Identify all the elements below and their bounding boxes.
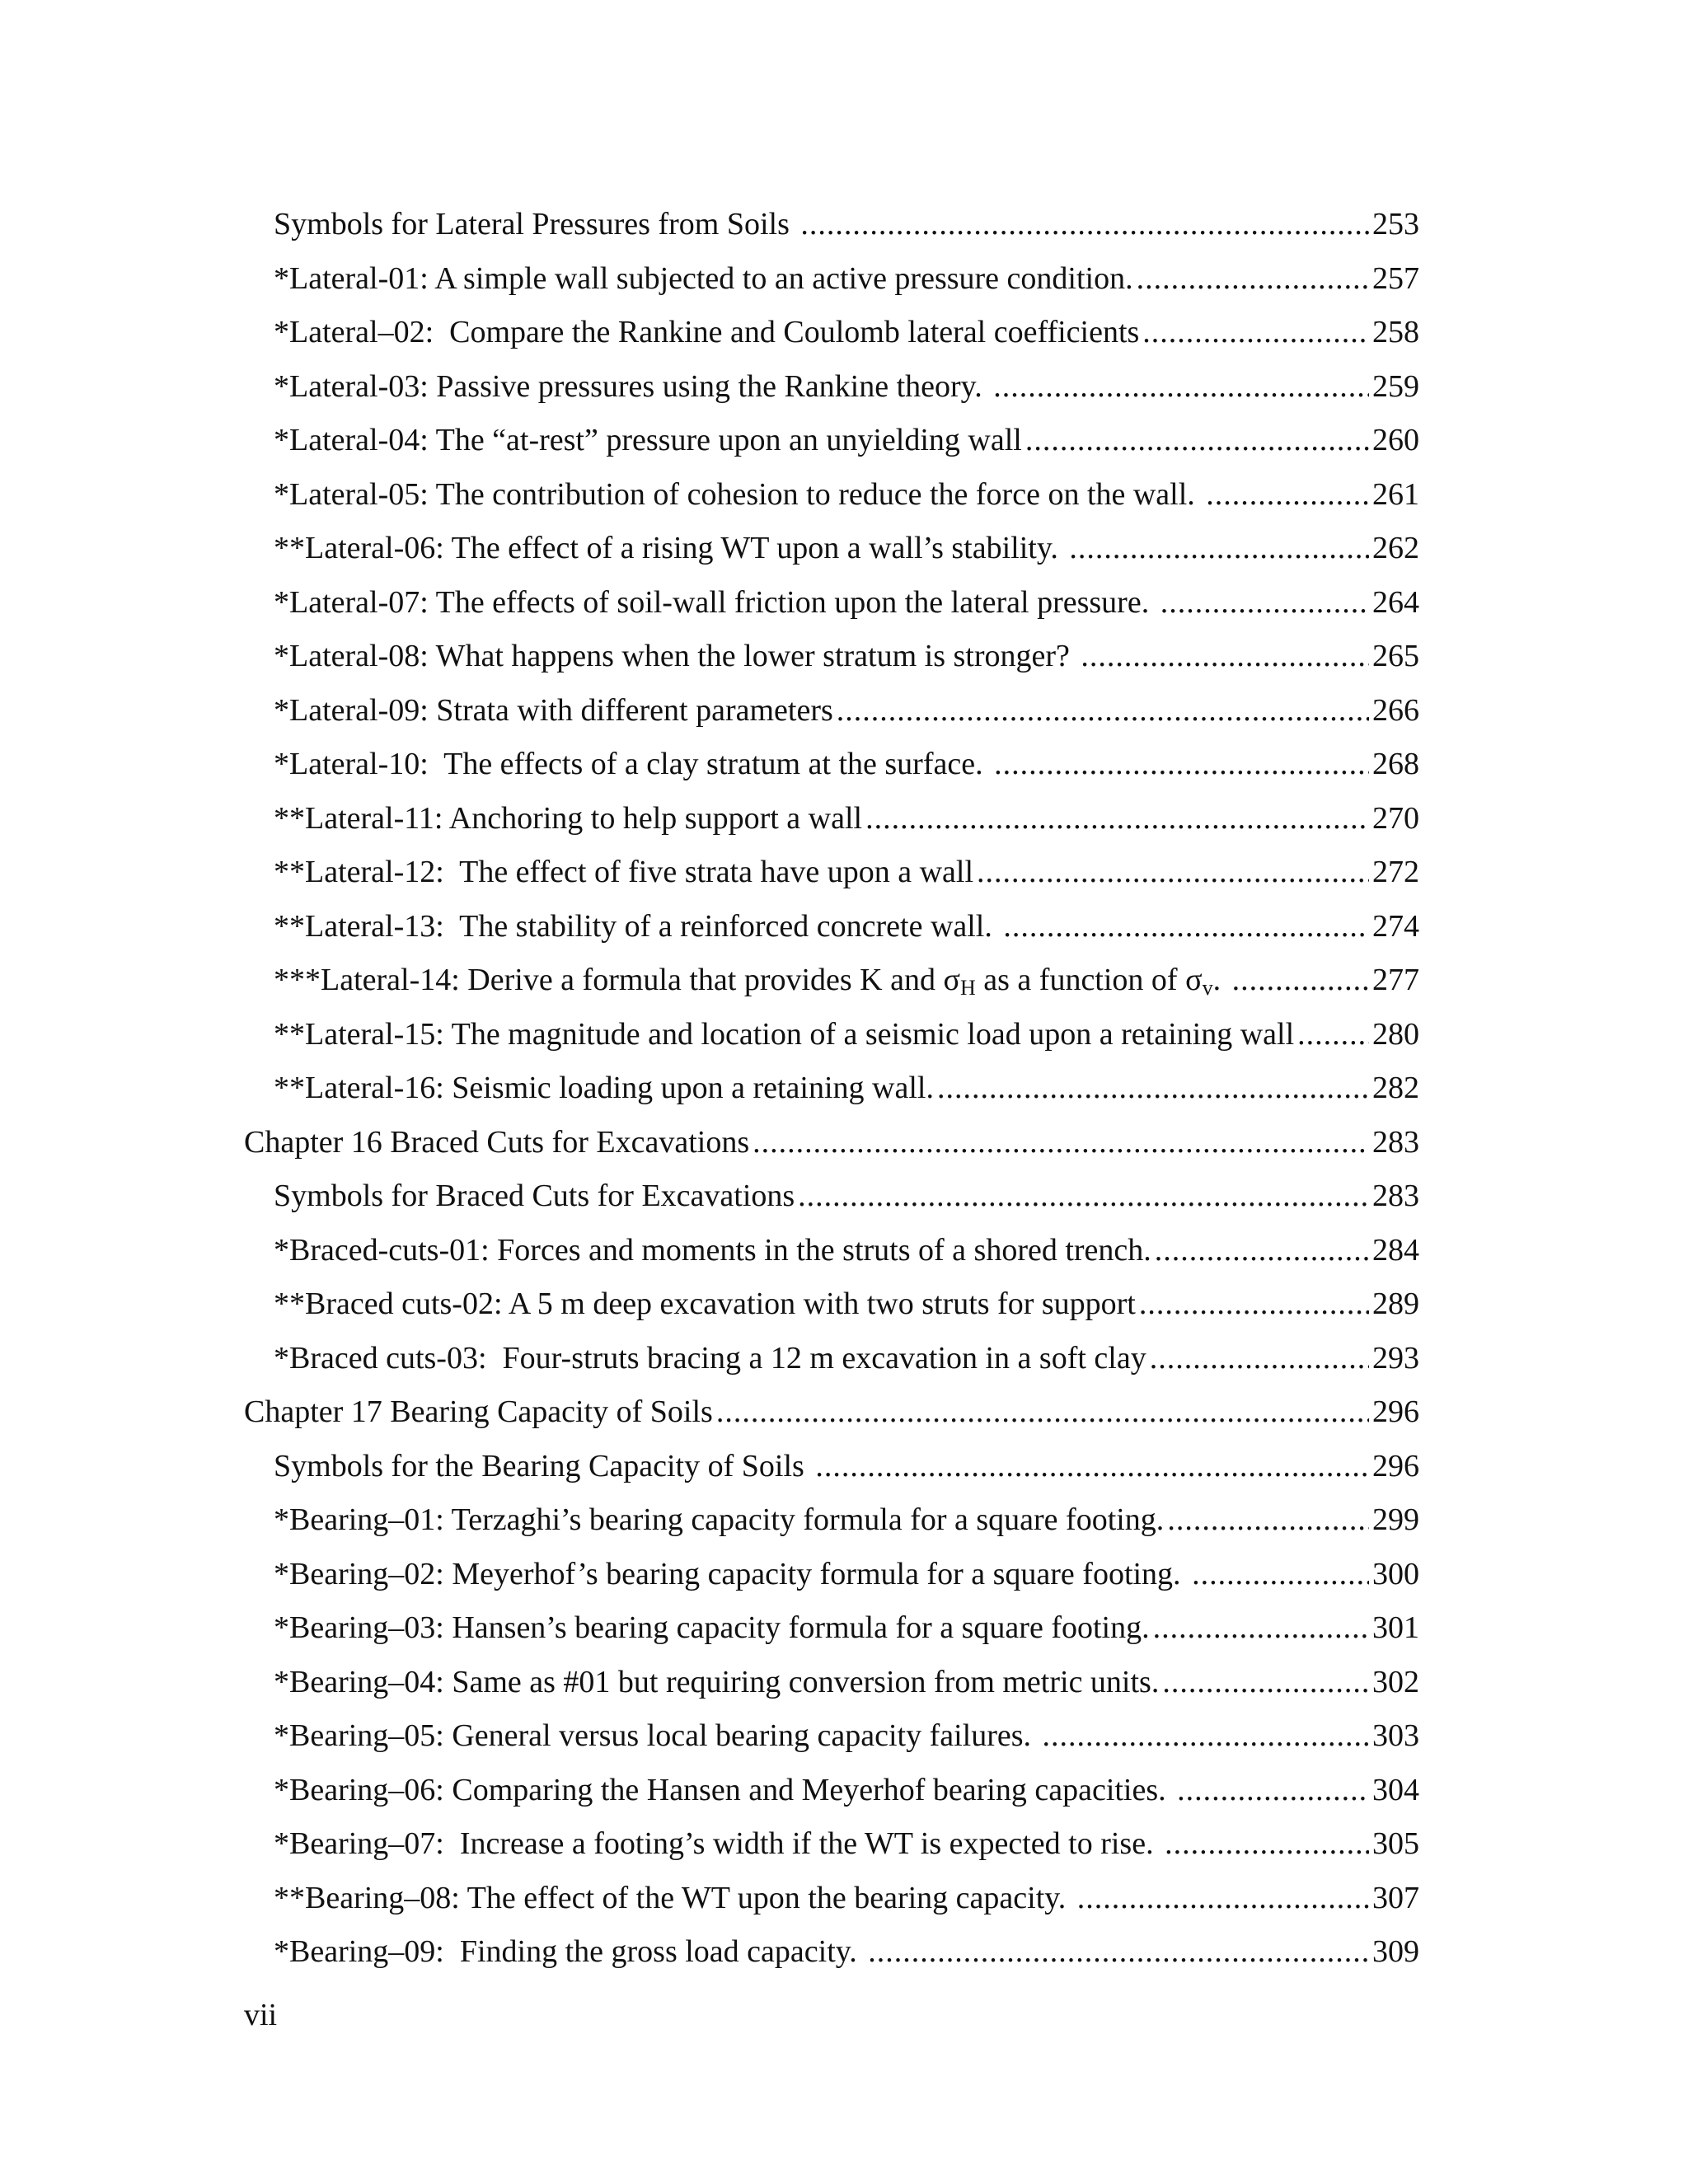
toc-entry[interactable]	[244, 900, 1419, 954]
toc-entry[interactable]	[244, 1062, 1419, 1116]
toc-page-number: 268	[1372, 747, 1419, 781]
toc-entry-title: *Lateral-03: Passive pressures using the Rankine theory.	[274, 368, 991, 404]
toc-entry[interactable]	[244, 1925, 1419, 1980]
dot-leader	[1069, 522, 1369, 576]
dot-leader	[1139, 1277, 1369, 1332]
toc-page-number: 283	[1372, 1179, 1419, 1213]
toc-page-number: 289	[1372, 1286, 1419, 1321]
toc-entry[interactable]	[244, 846, 1419, 900]
dot-leader	[800, 198, 1369, 252]
dot-leader	[1150, 1332, 1369, 1386]
toc-entry[interactable]	[244, 1008, 1419, 1062]
toc-entry-title: **Lateral-13: The stability of a reinforced concrete wall.	[274, 908, 1001, 944]
dot-leader	[798, 1169, 1369, 1224]
toc-page-number: 262	[1372, 531, 1419, 565]
toc-entry-title: **Lateral-16: Seismic loading upon a retaining wall.	[274, 1071, 934, 1105]
dot-leader	[1297, 1008, 1369, 1062]
page-number: vii	[244, 1998, 278, 2032]
toc-entry[interactable]	[244, 198, 1419, 252]
toc-entry-title: *Lateral-01: A simple wall subjected to an active pressure condition.	[274, 260, 1133, 296]
toc-entry[interactable]	[244, 576, 1419, 630]
dot-leader	[1232, 954, 1369, 1008]
toc-entry[interactable]	[244, 1601, 1419, 1656]
toc-page-number: 300	[1372, 1556, 1419, 1591]
toc-page-number: 301	[1372, 1610, 1419, 1645]
toc-page-number: 258	[1372, 315, 1419, 349]
toc-entry-title: **Bearing–08: The effect of the WT upon the bearing capacity.	[274, 1880, 1074, 1915]
toc-page-number: 259	[1372, 368, 1419, 404]
toc-page-number: 261	[1372, 476, 1419, 512]
toc-entry[interactable]	[244, 684, 1419, 738]
toc-page-number: 264	[1372, 584, 1419, 620]
toc-page-number: 277	[1372, 963, 1419, 997]
toc-page-number: 272	[1372, 855, 1419, 889]
dot-leader	[1153, 1601, 1369, 1656]
toc-entry[interactable]	[244, 630, 1419, 684]
toc-entry[interactable]	[244, 360, 1419, 415]
toc-entry[interactable]	[244, 252, 1419, 307]
toc-entry-title: Symbols for Braced Cuts for Excavations	[274, 1179, 795, 1213]
toc-entry-title: Chapter 17 Bearing Capacity of Soils	[244, 1394, 713, 1429]
dot-leader	[977, 846, 1369, 900]
dot-leader	[1043, 1709, 1369, 1764]
toc-entry-title: Symbols for the Bearing Capacity of Soils	[274, 1448, 813, 1483]
toc-entry-title: **Braced cuts-02: A 5 m deep excavation with two struts for support	[274, 1286, 1136, 1321]
subscript: v	[1202, 976, 1213, 1000]
toc-entry-title: *Bearing–07: Increase a footing’s width if the WT is expected to rise.	[274, 1826, 1162, 1861]
toc-entry-title: *Bearing–03: Hansen’s bearing capacity formula for a square footing.	[274, 1610, 1150, 1645]
toc-page-number: 296	[1372, 1448, 1419, 1483]
toc-page-number: 307	[1372, 1880, 1419, 1915]
toc-entry-title: *Bearing–09: Finding the gross load capacity.	[274, 1934, 865, 1969]
toc-entry[interactable]	[244, 1224, 1419, 1278]
toc-entry[interactable]	[244, 1440, 1419, 1494]
toc-entry-title: *Braced cuts-03: Four-struts bracing a 12 m excavation in a soft clay	[274, 1340, 1146, 1376]
toc-entry-title: **Lateral-06: The effect of a rising WT upon a wall’s stability.	[274, 531, 1067, 565]
dot-leader	[994, 738, 1369, 792]
dot-leader	[1137, 252, 1369, 307]
dot-leader	[1077, 1872, 1369, 1926]
toc-page-number: 303	[1372, 1718, 1419, 1753]
title-fragment: .	[1212, 963, 1229, 997]
dot-leader	[815, 1440, 1369, 1494]
dot-leader	[1177, 1764, 1369, 1818]
toc-entry-title: *Lateral-04: The “at-rest” pressure upon an unyielding wall	[274, 423, 1022, 457]
toc-page-number: 293	[1372, 1340, 1419, 1376]
toc-entry[interactable]	[244, 1872, 1419, 1926]
toc-entry[interactable]	[244, 468, 1419, 523]
toc-page-number: 299	[1372, 1502, 1419, 1537]
dot-leader	[1206, 468, 1369, 523]
toc-page-number: 302	[1372, 1664, 1419, 1699]
dot-leader	[937, 1062, 1369, 1116]
toc-entry[interactable]	[244, 1548, 1419, 1602]
dot-leader	[1162, 1656, 1369, 1710]
toc-page-number: 266	[1372, 692, 1419, 728]
dot-leader	[1167, 1493, 1369, 1548]
toc-chapter-entry[interactable]	[244, 1116, 1419, 1170]
toc-entry-title: Chapter 16 Braced Cuts for Excavations	[244, 1124, 750, 1160]
dot-leader	[1160, 576, 1369, 630]
toc-entry-title: **Lateral-15: The magnitude and location of a seismic load upon a retaining wall	[274, 1016, 1295, 1052]
toc-entry-title: *Lateral-10: The effects of a clay stratum at the surface.	[274, 747, 992, 781]
toc-entry[interactable]	[244, 1277, 1419, 1332]
toc-entry[interactable]	[244, 792, 1419, 846]
toc-entry[interactable]	[244, 522, 1419, 576]
toc-entry-title	[274, 954, 1229, 1008]
toc-entry[interactable]	[244, 414, 1419, 468]
table-of-contents	[244, 198, 1419, 1980]
dot-leader	[865, 792, 1369, 846]
toc-entry-title: *Bearing–04: Same as #01 but requiring conversion from metric units.	[274, 1664, 1160, 1699]
toc-page-number: 284	[1372, 1232, 1419, 1268]
dot-leader	[1155, 1224, 1369, 1278]
toc-entry[interactable]	[244, 306, 1419, 360]
dot-leader	[868, 1925, 1369, 1980]
toc-entry-title: Symbols for Lateral Pressures from Soils	[274, 207, 798, 241]
toc-page-number: 280	[1372, 1016, 1419, 1052]
dot-leader	[1192, 1548, 1369, 1602]
toc-entry[interactable]	[244, 1332, 1419, 1386]
toc-entry[interactable]	[244, 1817, 1419, 1872]
toc-entry-title: *Bearing–01: Terzaghi’s bearing capacity formula for a square footing.	[274, 1502, 1165, 1537]
toc-entry[interactable]	[244, 738, 1419, 792]
toc-entry-title: *Lateral-08: What happens when the lower stratum is stronger?	[274, 639, 1078, 673]
toc-page-number: 282	[1372, 1071, 1419, 1105]
toc-entry-title: *Lateral-05: The contribution of cohesion to reduce the force on the wall.	[274, 476, 1203, 512]
toc-entry-title: *Bearing–02: Meyerhof’s bearing capacity formula for a square footing.	[274, 1556, 1189, 1591]
toc-page-number: 257	[1372, 260, 1419, 296]
dot-leader	[1081, 630, 1369, 684]
title-fragment: as a function of σ	[975, 963, 1203, 997]
dot-leader	[753, 1116, 1369, 1170]
toc-entry[interactable]	[244, 1656, 1419, 1710]
toc-entry-title: *Bearing–05: General versus local bearing capacity failures.	[274, 1718, 1039, 1753]
toc-page-number: 260	[1372, 423, 1419, 457]
toc-page-number: 305	[1372, 1826, 1419, 1861]
dot-leader	[1165, 1817, 1369, 1872]
toc-entry-title: *Lateral–02: Compare the Rankine and Coulomb lateral coefficients	[274, 315, 1140, 349]
toc-page-number: 296	[1372, 1394, 1419, 1429]
toc-entry[interactable]	[244, 1169, 1419, 1224]
toc-page-number: 283	[1372, 1124, 1419, 1160]
toc-entry[interactable]	[244, 1709, 1419, 1764]
dot-leader	[1142, 306, 1369, 360]
subscript: H	[959, 976, 976, 1000]
dot-leader	[716, 1385, 1369, 1440]
toc-entry[interactable]	[244, 1764, 1419, 1818]
toc-entry-title: *Lateral-09: Strata with different parameters	[274, 692, 833, 728]
toc-entry-title: *Bearing–06: Comparing the Hansen and Meyerhof bearing capacities.	[274, 1772, 1175, 1807]
dot-leader	[837, 684, 1369, 738]
toc-page-number: 309	[1372, 1934, 1419, 1969]
toc-entry-title: **Lateral-12: The effect of five strata have upon a wall	[274, 855, 974, 889]
toc-entry-title: *Braced-cuts-01: Forces and moments in the struts of a shored trench.	[274, 1232, 1151, 1268]
toc-entry-title: **Lateral-11: Anchoring to help support a wall	[274, 800, 863, 836]
dot-leader	[1025, 414, 1369, 468]
toc-page-number: 274	[1372, 908, 1419, 944]
toc-entry-title: *Lateral-07: The effects of soil-wall friction upon the lateral pressure.	[274, 584, 1157, 620]
toc-entry[interactable]	[244, 1493, 1419, 1548]
toc-chapter-entry[interactable]	[244, 1385, 1419, 1440]
toc-page-number: 304	[1372, 1772, 1419, 1807]
toc-page-number: 253	[1372, 207, 1419, 241]
toc-page-number: 265	[1372, 639, 1419, 673]
dot-leader	[1003, 900, 1369, 954]
dot-leader	[993, 360, 1369, 415]
toc-page-number: 270	[1372, 800, 1419, 836]
toc-entry[interactable]	[244, 954, 1419, 1008]
title-fragment: ***Lateral-14: Derive a formula that provides K and σ	[274, 963, 960, 997]
